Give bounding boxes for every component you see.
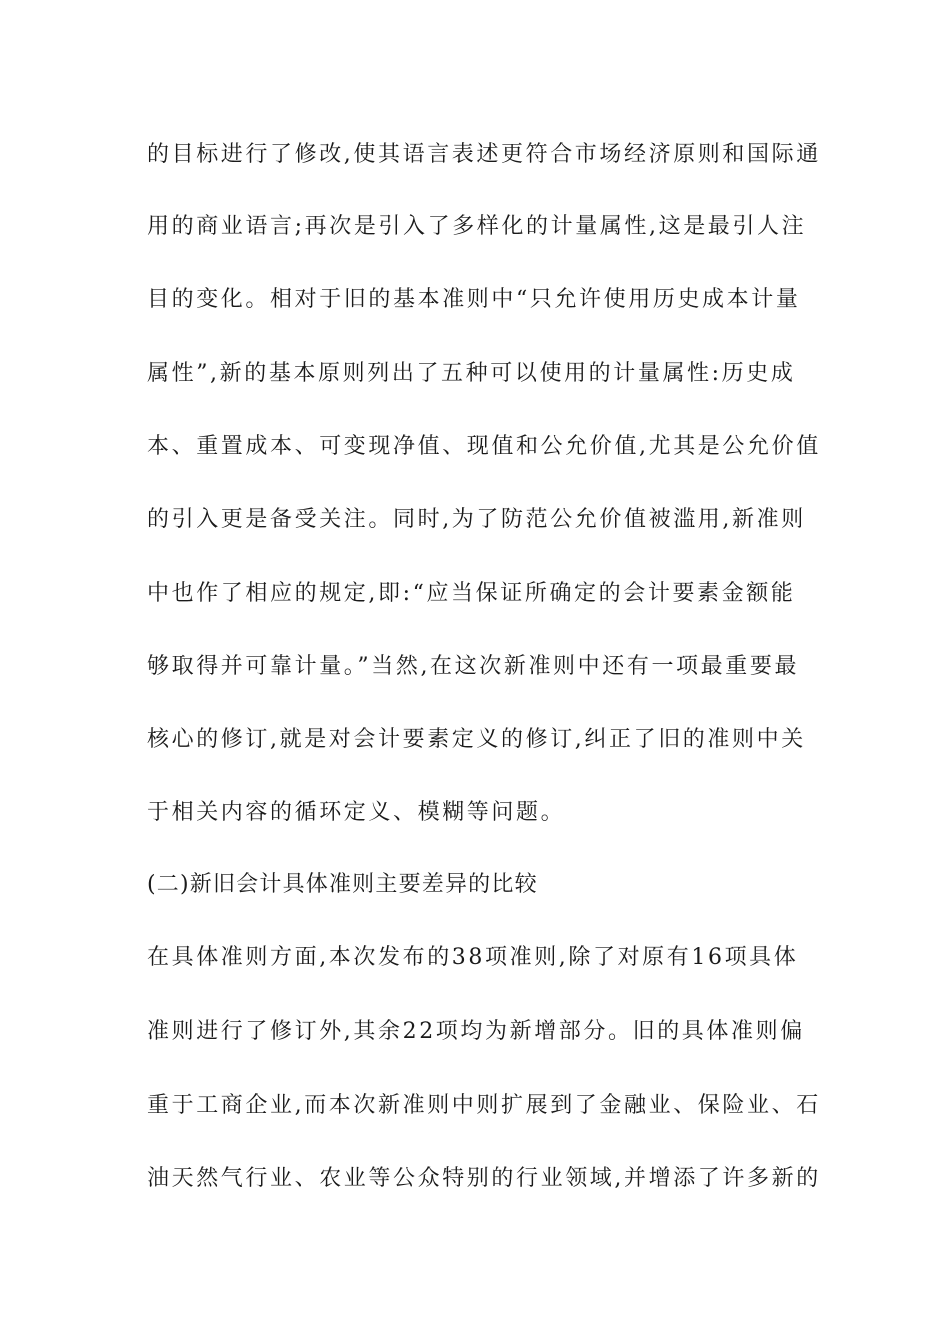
paragraph-line: 目的变化。相对于旧的基本准则中“只允许使用历史成本计量 xyxy=(147,287,801,312)
paragraph-line: 够取得并可靠计量。”当然,在这次新准则中还有一项最重要最 xyxy=(147,654,800,679)
paragraph-line: 用的商业语言;再次是引入了多样化的计量属性,这是最引人注 xyxy=(147,214,807,239)
paragraph-line: 油天然气行业、农业等公众特别的行业领域,并增添了许多新的 xyxy=(147,1166,821,1191)
paragraph-line: 本、重置成本、可变现净值、现值和公允价值,尤其是公允价值 xyxy=(147,434,821,459)
paragraph-line: 在具体准则方面,本次发布的38项准则,除了对原有16项具体 xyxy=(147,945,799,970)
paragraph-line: 重于工商企业,而本次新准则中则扩展到了金融业、保险业、石 xyxy=(147,1093,821,1118)
paragraph-line: 的目标进行了修改,使其语言表述更符合市场经济原则和国际通 xyxy=(147,142,821,167)
paragraph-line: 属性”,新的基本原则列出了五种可以使用的计量属性:历史成 xyxy=(147,361,796,386)
paragraph-line: 准则进行了修订外,其余22项均为新增部分。旧的具体准则偏 xyxy=(147,1019,805,1044)
paragraph-line: 于相关内容的循环定义、模糊等问题。 xyxy=(147,800,566,825)
section-heading: (二)新旧会计具体准则主要差异的比较 xyxy=(147,872,538,897)
paragraph-line: 的引入更是备受关注。同时,为了防范公允价值被滥用,新准则 xyxy=(147,507,806,532)
paragraph-line: 中也作了相应的规定,即:“应当保证所确定的会计要素金额能 xyxy=(147,581,796,606)
paragraph-line: 核心的修订,就是对会计要素定义的修订,纠正了旧的准则中关 xyxy=(147,727,806,752)
